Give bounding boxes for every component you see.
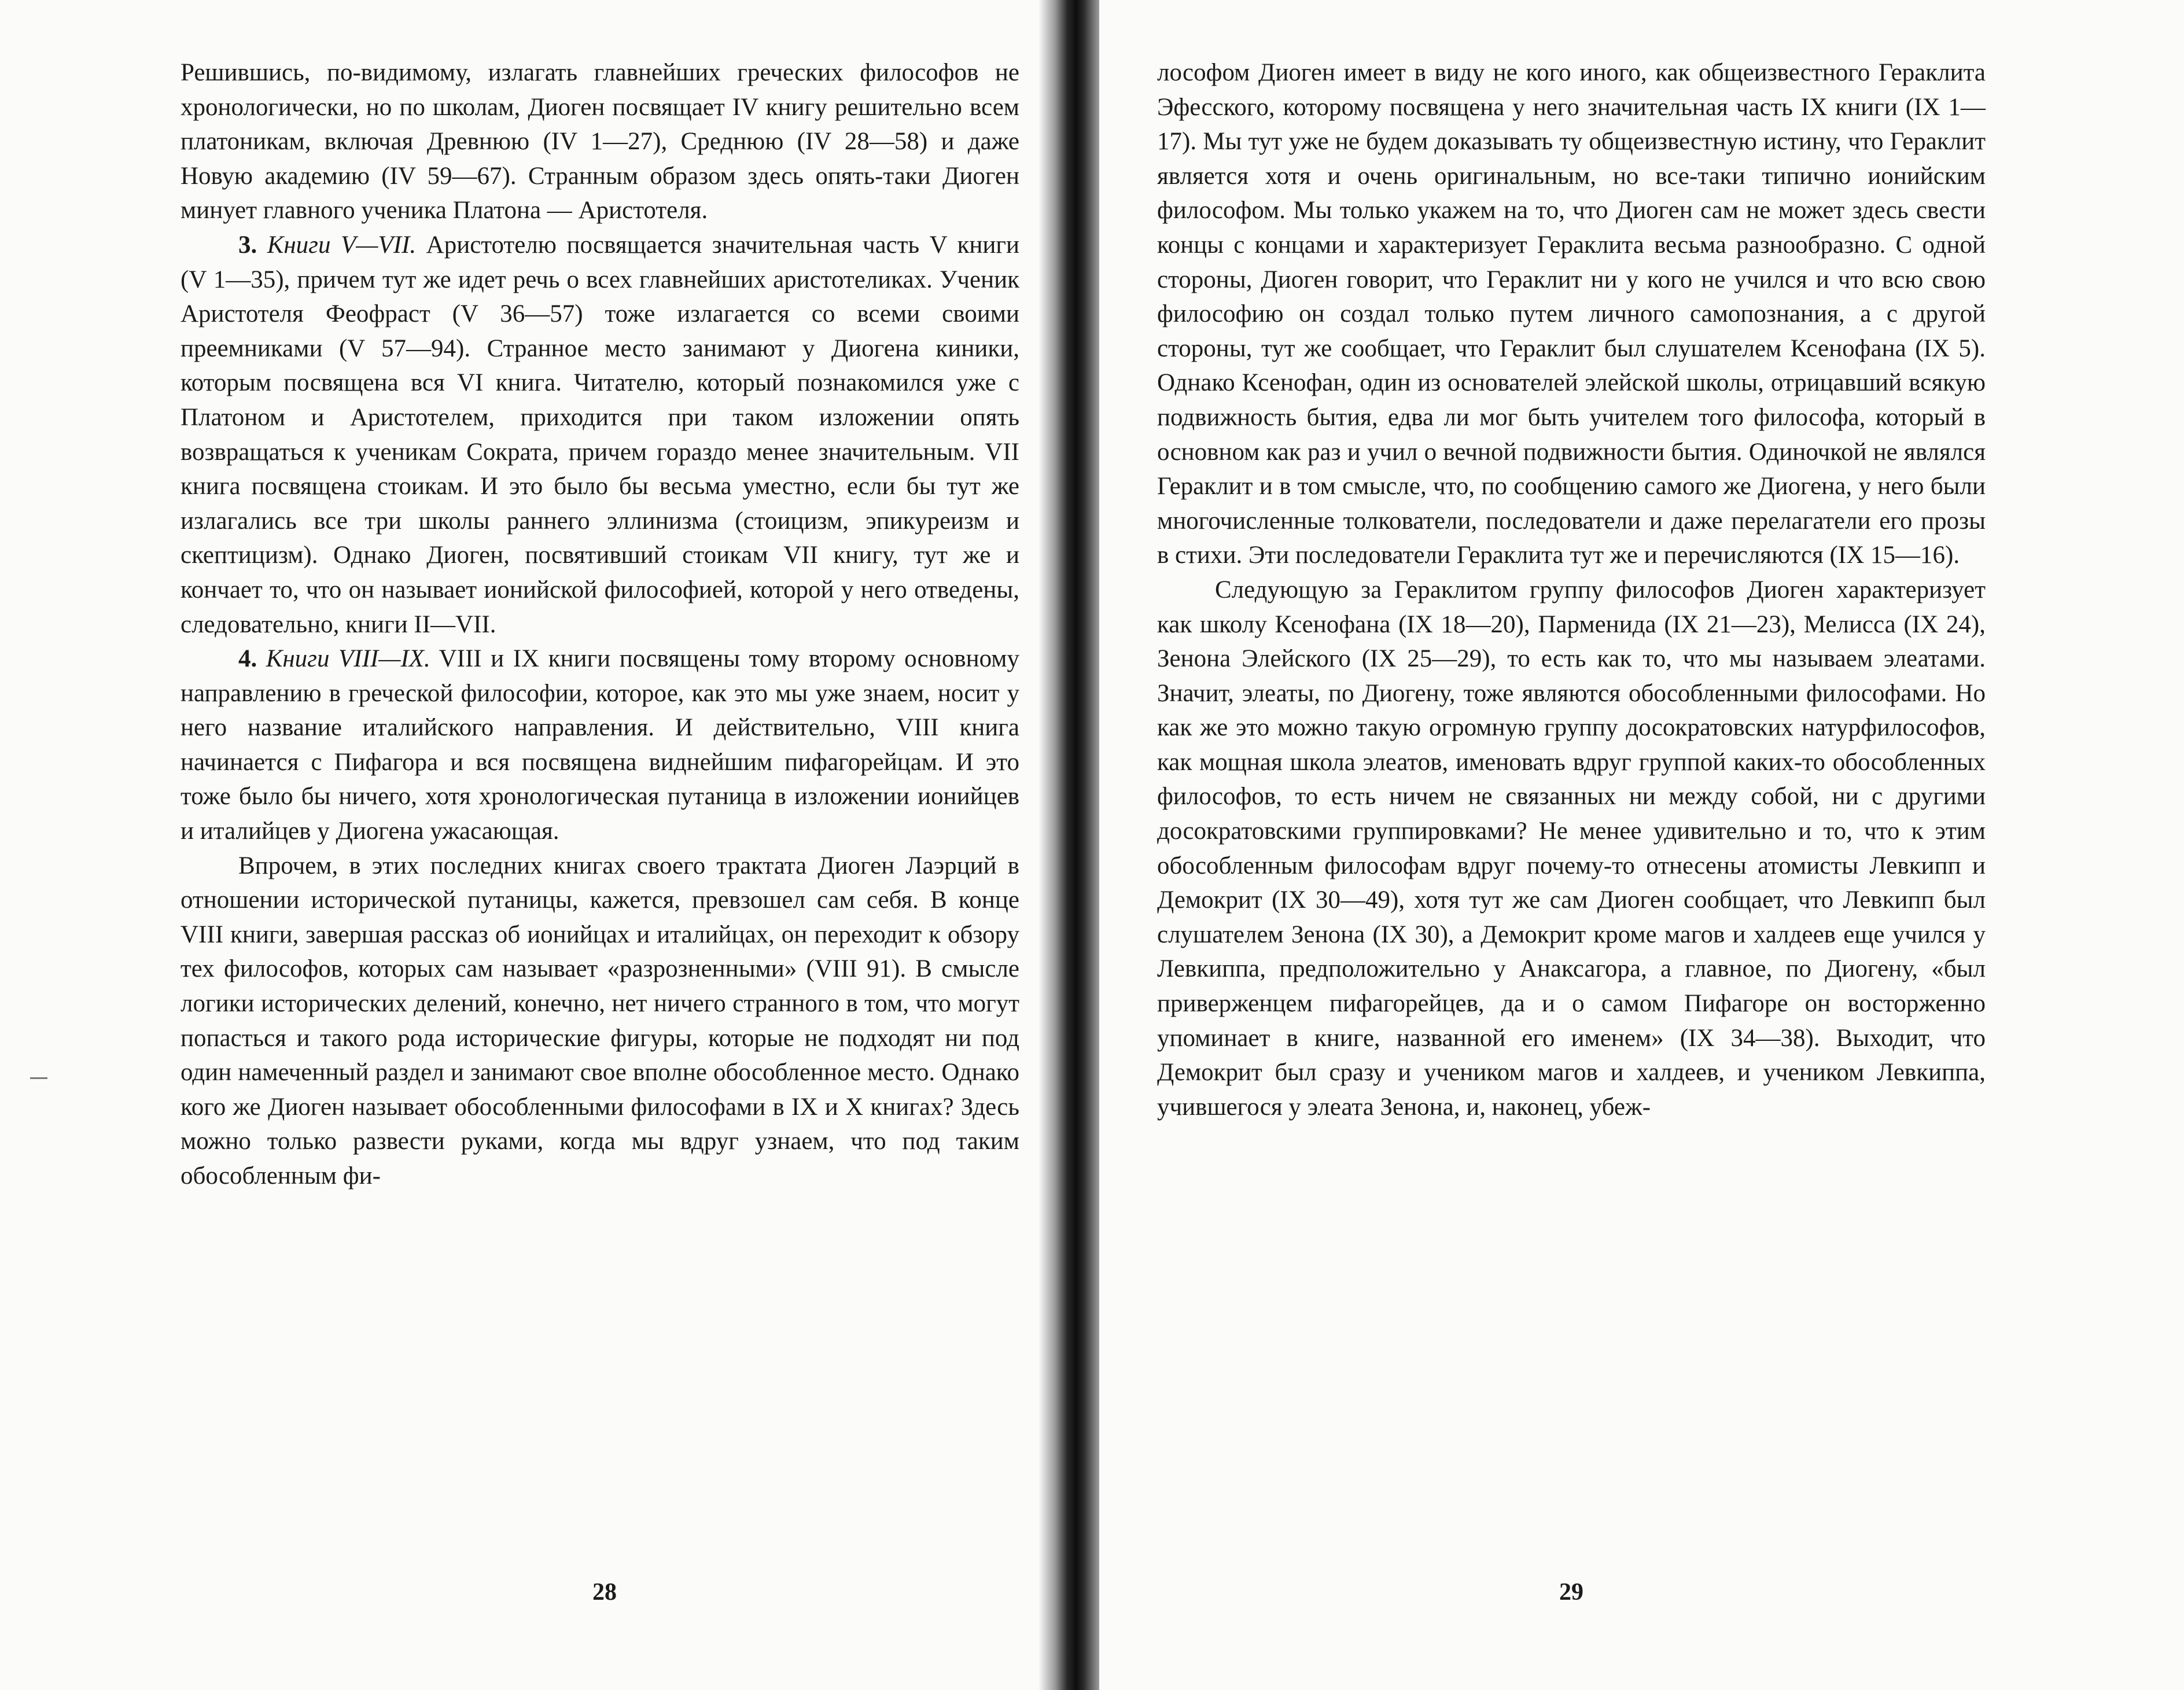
paragraph: [181, 642, 1019, 849]
right-page-text: [1157, 56, 1986, 1124]
page-number: 28: [592, 1579, 617, 1606]
section-number: 4.: [238, 645, 257, 673]
section-number: 3.: [238, 231, 257, 259]
paragraph-text: Аристотелю посвящается значительная часть V книги (V 1—35), причем тут же идет речь о всех главнейших аристотеликах. Ученик Аристотеля Феофраст (V 36—57) тоже излагается со всеми своими преемниками (V 57—94). Странное место занимают у Диогена киники, которым посвящена вся VI книга. Читателю, который познакомился уже с Платоном и Аристотелем, приходится при таком изложении опять возвращаться к ученикам Сократа, причем гораздо менее значительным. VII книга посвящена стоикам. И это было бы весьма уместно, если бы тут же излагались все три школы раннего эллинизма (стоицизм, эпикуреизм и скептицизм). Однако Диоген, посвятивший стоикам VII книгу, тут же и кончает то, что он называет ионийской философией, которой у него отведены, следовательно, книги II—VII.: [181, 231, 1020, 638]
section-heading: Книги VIII—IX.: [266, 645, 430, 673]
paragraph: Впрочем, в этих последних книгах своего трактата Диоген Лаэрций в отношении исторической путаницы, кажется, превзошел сам себя. В конце VIII книги, завершая рассказ об ионийцах и италийцах, он переходит к обзору тех философов, которых сам называет «разрозненными» (VIII 91). В смысле логики исторических делений, конечно, нет ничего странного в том, что могут попасться и такого рода исторические фигуры, которые не подходят ни под один намеченный раздел и занимают свое вполне обособленное место. Однако кого же Диоген называет обособленными философами в IX и X книгах? Здесь можно только развести руками, когда мы вдруг узнаем, что под таким обособленным фи-: [181, 852, 1019, 1190]
section-heading: Книги V—VII.: [267, 231, 417, 259]
paragraph: Решившись, по-видимому, излагать главнейших греческих философов не хронологически, но по школам, Диоген посвящает IV книгу решительно всем платоникам, включая Древнюю (IV 1—27), Среднюю (IV 28—58) и даже Новую академию (IV 59—67). Странным образом здесь опять-таки Диоген минует главного ученика Платона — Аристотеля.: [181, 59, 1019, 224]
paragraph: лософом Диоген имеет в виду не кого иного, как общеизвестного Гераклита Эфесского, которому посвящена у него значительная часть IX книги (IX 1—17). Мы тут уже не будем доказывать ту общеизвестную истину, что Гераклит является хотя и очень оригинальным, но все-таки типично ионийским философом. Мы только укажем на то, что Диоген сам не может здесь свести концы с концами и характеризует Гераклита весьма разнообразно. С одной стороны, Диоген говорит, что Гераклит ни у кого не учился и что всю свою философию он создал только путем личного самопознания, а с другой стороны, тут же сообщает, что Гераклит был слушателем Ксенофана (IX 5). Однако Ксенофан, один из основателей элейской школы, отрицавший всякую подвижность бытия, едва ли мог быть учителем того философа, который в основном как раз и учил о вечной подвижности бытия. Одиночкой не являлся Гераклит и в том смысле, что, по сообщению самого же Диогена, у него были многочисленные толкователи, последователи и даже перелагатели его прозы в стихи. Эти последователи Гераклита тут же и перечисляются (IX 15—16).: [1157, 59, 1986, 569]
left-page-text: [181, 56, 1019, 1194]
page-number: 29: [1559, 1579, 1583, 1606]
margin-mark: [30, 1077, 47, 1079]
paragraph-text: VIII и IX книги посвящены тому второму основному направлению в греческой философии, которое, как это мы уже знаем, носит у него название италийского направления. И действительно, VIII книга начинается с Пифагора и вся посвящена виднейшим пифагорейцам. И это тоже было бы ничего, хотя хронологическая путаница в изложении ионийцев и италийцев у Диогена ужасающая.: [181, 645, 1019, 845]
paragraph: Следующую за Гераклитом группу философов Диоген характеризует как школу Ксенофана (IX 18—20), Парменида (IX 21—23), Мелисса (IX 24), Зенона Элейского (IX 25—29), то есть как то, что мы называем элеатами. Значит, элеаты, по Диогену, тоже являются обособленными философами. Но как же это можно такую огромную группу досократовских натурфилософов, как мощная школа элеатов, именовать вдруг группой каких-то обособленных философов, то есть ничем не связанных ни между собой, ни с другими досократовскими группировками? Не менее удивительно и то, что к этим обособленным философам вдруг почему-то отнесены атомисты Левкипп и Демокрит (IX 30—49), хотя тут же сам Диоген сообщает, что Левкипп был слушателем Зенона (IX 30), а Демокрит кроме магов и халдеев еще учился у Левкиппа, предположительно у Анаксагора, а главное, по Диогену, «был приверженцем пифагорейцев, да и о самом Пифагоре он восторженно упоминает в книге, названной его именем» (IX 34—38). Выходит, что Демокрит был сразу и учеником магов и халдеев, и учеником Левкиппа, учившегося у элеата Зенона, и, наконец, убеж-: [1157, 576, 1986, 1121]
paragraph: [181, 228, 1019, 642]
left-page: [0, 0, 1065, 1690]
